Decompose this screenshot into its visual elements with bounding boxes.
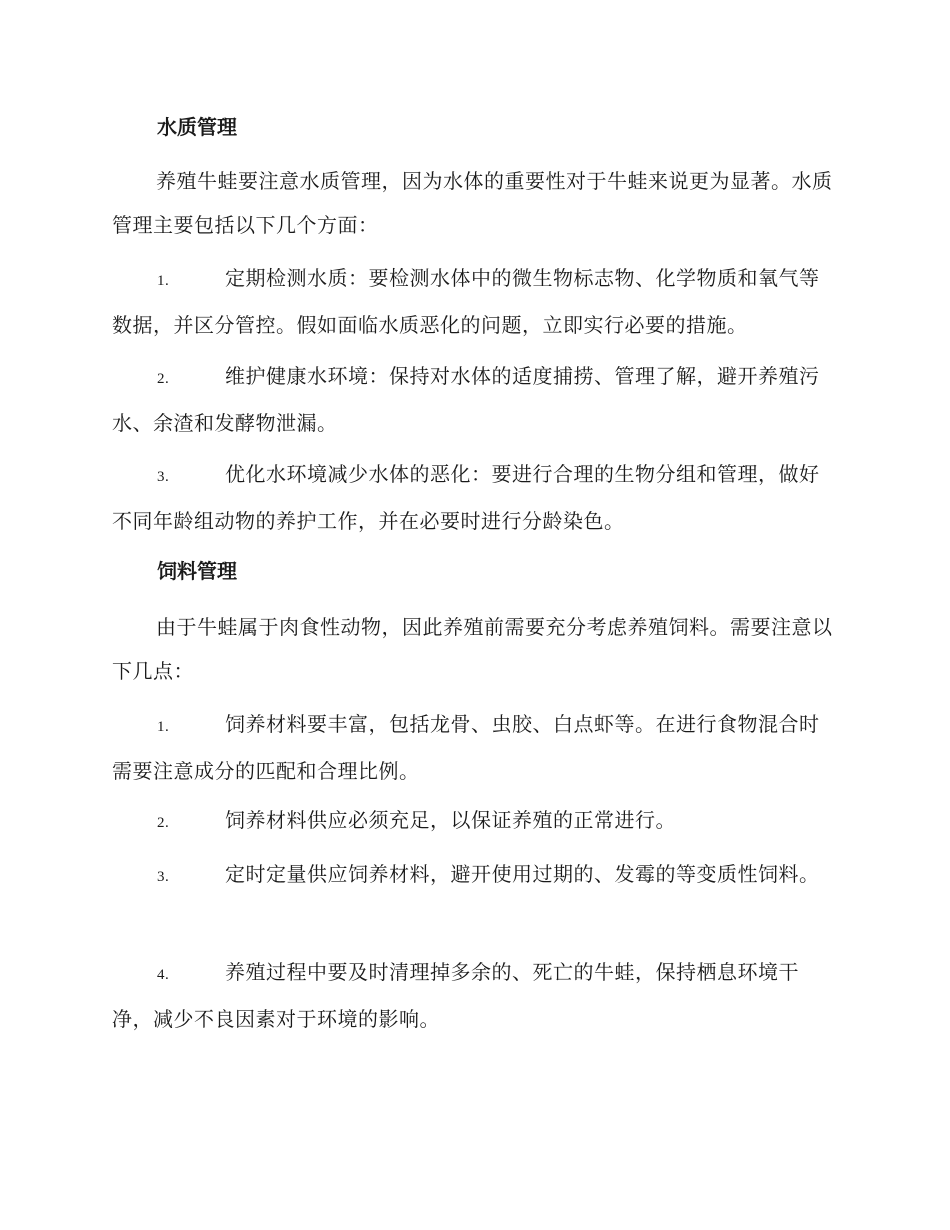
list-item-number: 3. (157, 869, 170, 885)
list-item (112, 702, 836, 793)
list-item-number: 2. (157, 815, 170, 831)
section-intro-water-quality: 养殖牛蛙要注意水质管理，因为水体的重要性对于牛蛙来说更为显著。水质管理主要包括以下几个方面： (112, 169, 833, 237)
list-item-text: 优化水环境减少水体的恶化：要进行合理的生物分组和管理，做好不同年龄组动物的养护工作，并在必要时进行分龄染色。 (112, 462, 820, 533)
list-item (112, 798, 836, 845)
list-item-text: 饲养材料供应必须充足，以保证养殖的正常进行。 (225, 808, 676, 832)
section-intro-feed: 由于牛蛙属于肉食性动物，因此养殖前需要充分考虑养殖饲料。需要注意以下几点： (112, 615, 833, 683)
list-item-text: 定时定量供应饲养材料，避开使用过期的、发霉的等变质性饲料。 (225, 862, 820, 886)
list-item-text: 养殖过程中要及时清理掉多余的、死亡的牛蛙，保持栖息环境干净，减少不良因素对于环境的影响。 (112, 960, 799, 1031)
list-item (112, 852, 836, 899)
list-item (112, 950, 836, 1041)
list-item (112, 354, 836, 445)
list-item (112, 256, 836, 347)
list-item-text: 定期检测水质：要检测水体中的微生物标志物、化学物质和氧气等数据，并区分管控。假如面临水质恶化的问题，立即实行必要的措施。 (112, 266, 820, 337)
list-item-number: 2. (157, 371, 170, 387)
list-item-number: 4. (157, 967, 170, 983)
list-item-number: 3. (157, 469, 170, 485)
list-item-number: 1. (157, 719, 170, 735)
list-item (112, 452, 836, 543)
list-item-number: 1. (157, 273, 170, 289)
section-heading-feed: 饲料管理 (157, 559, 237, 583)
list-item-text: 饲养材料要丰富，包括龙骨、虫胶、白点虾等。在进行食物混合时需要注意成分的匹配和合理比例。 (112, 712, 820, 783)
list-item-text: 维护健康水环境：保持对水体的适度捕捞、管理了解，避开养殖污水、余渣和发酵物泄漏。 (112, 364, 820, 435)
section-heading-water-quality: 水质管理 (157, 115, 237, 139)
